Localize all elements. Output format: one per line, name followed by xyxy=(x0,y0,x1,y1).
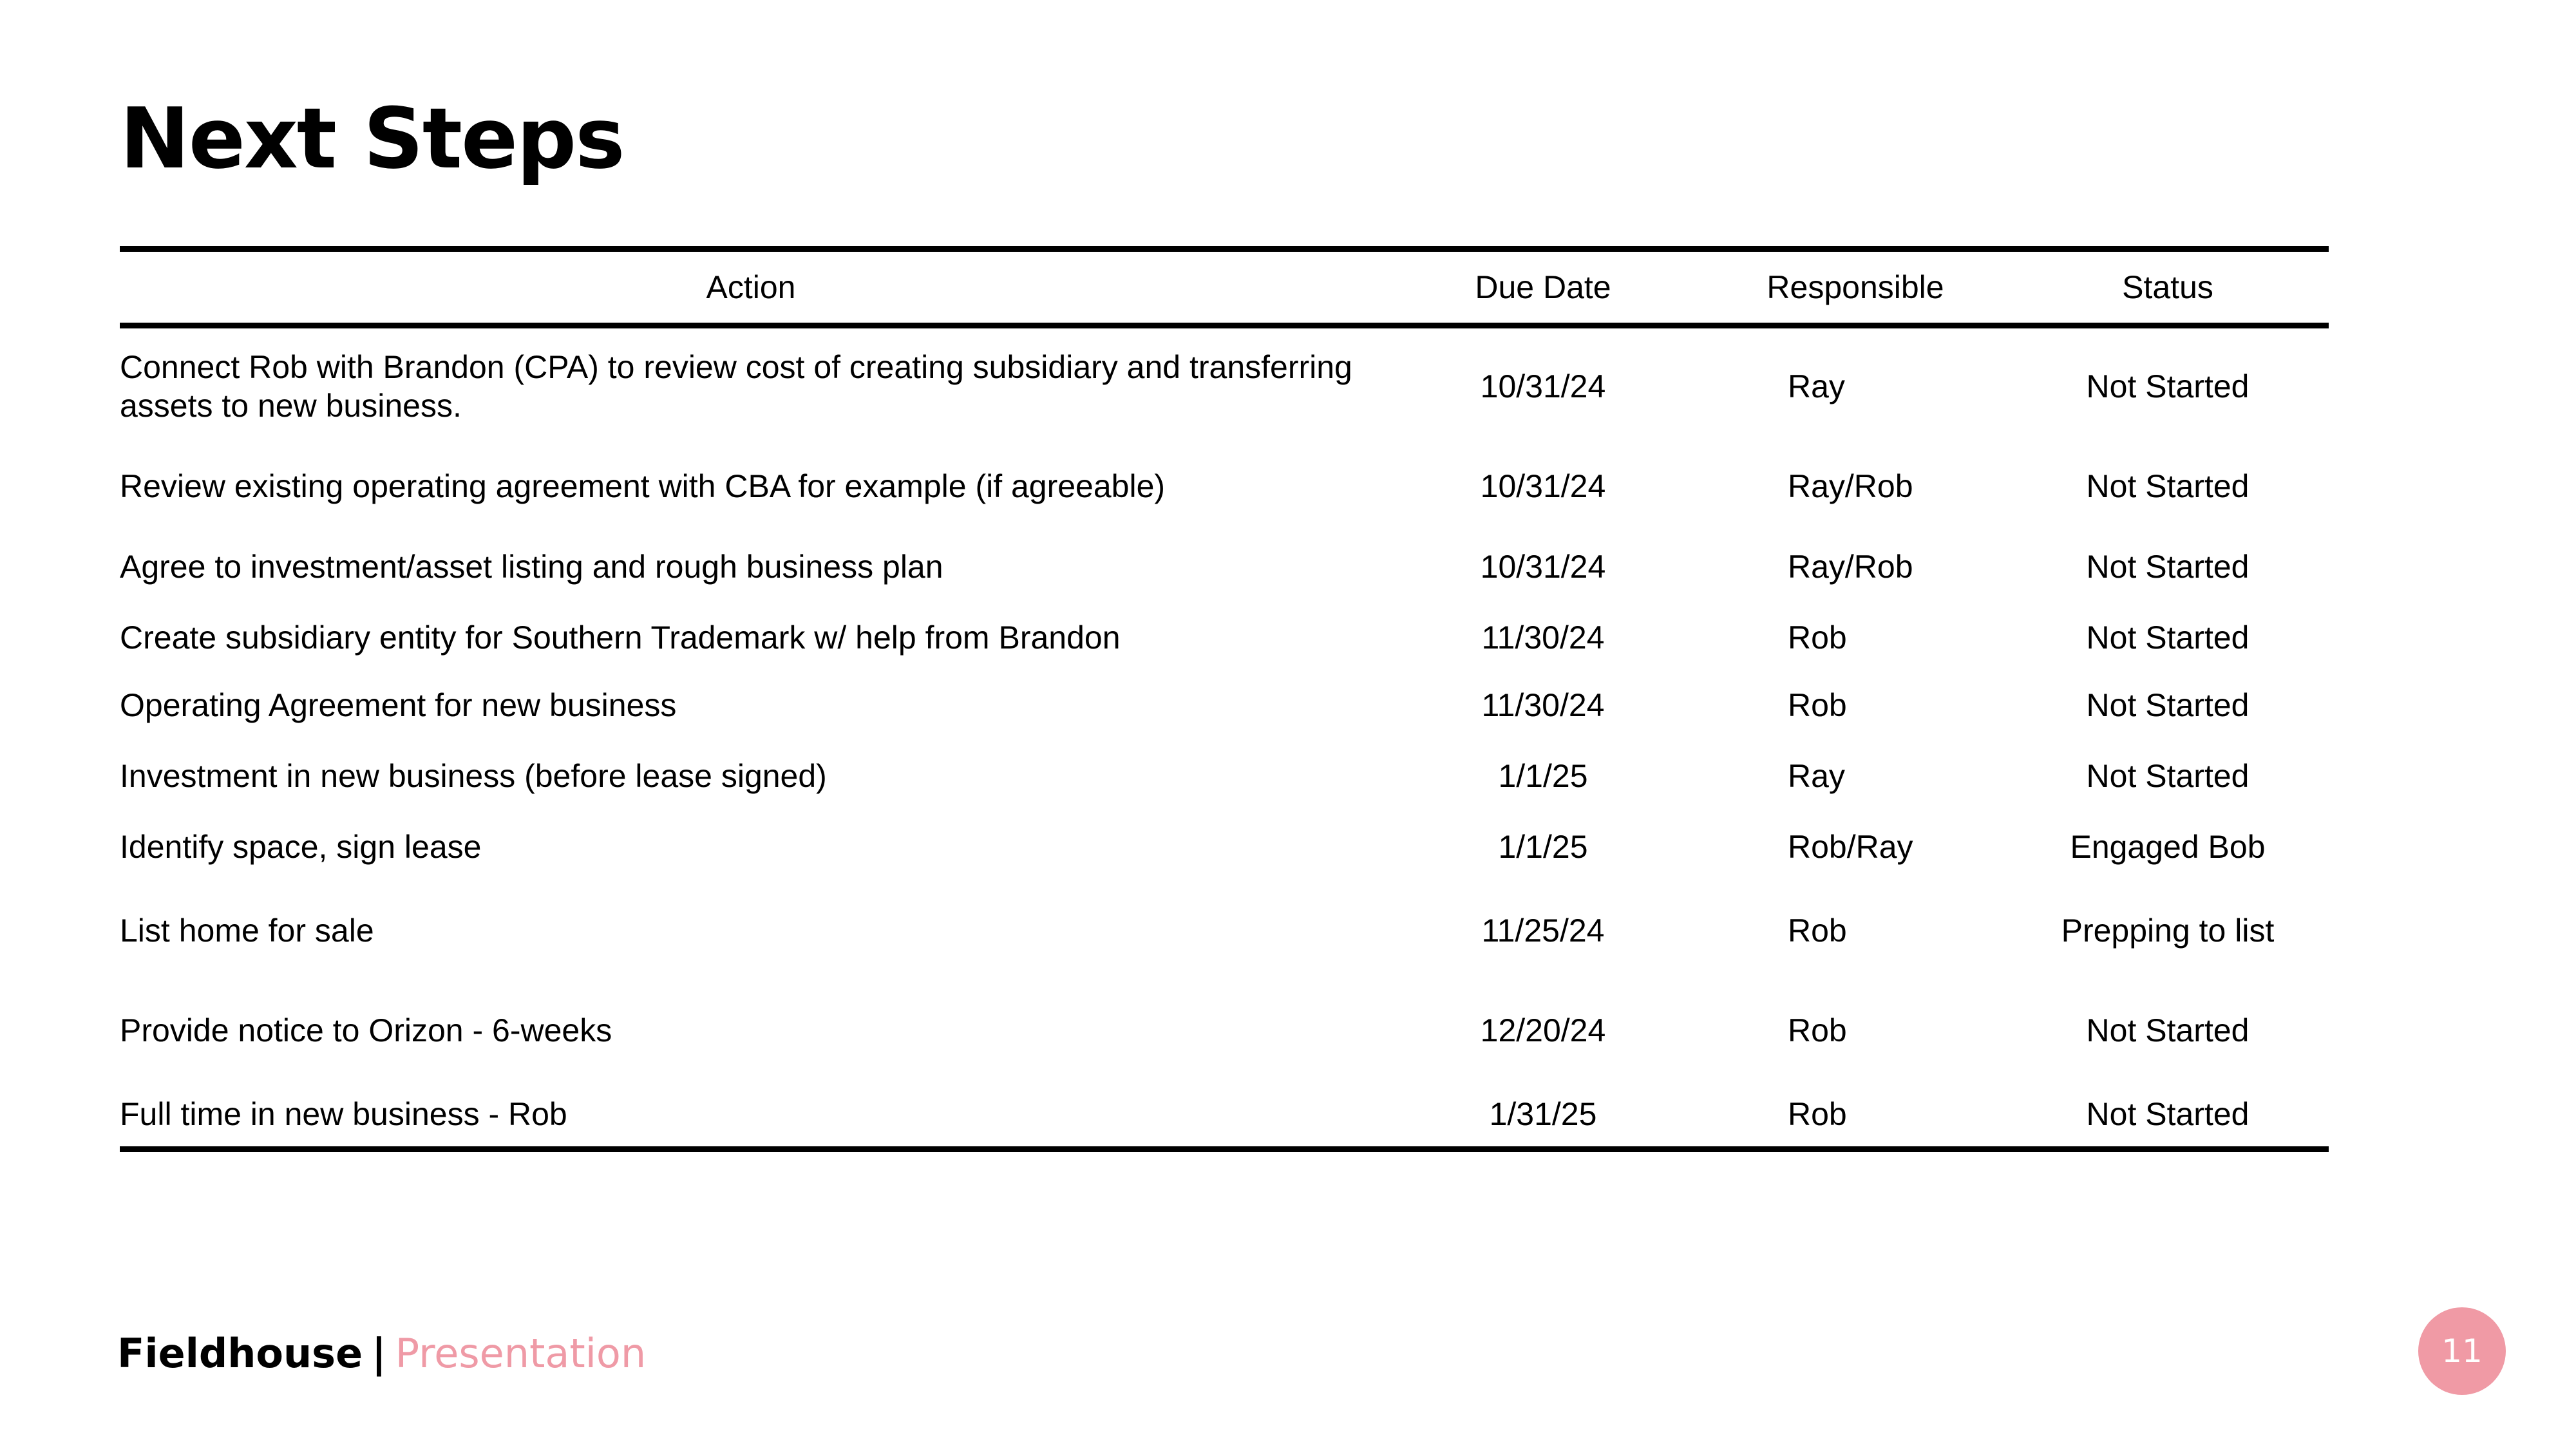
cell-action: Agree to investment/asset listing and rough business plan xyxy=(120,549,943,585)
table-row xyxy=(120,882,2329,979)
cell-status: Not Started xyxy=(2086,620,2249,656)
cell-status: Not Started xyxy=(2086,549,2249,585)
cell-due-date: 11/25/24 xyxy=(1481,913,1605,949)
cell-due-date: 10/31/24 xyxy=(1480,368,1606,404)
table-row xyxy=(120,605,2329,670)
footer-brand: Fieldhouse xyxy=(117,1330,363,1377)
cell-action: Provide notice to Orizon - 6-weeks xyxy=(120,1012,612,1048)
cell-due-date: 10/31/24 xyxy=(1480,468,1606,504)
cell-status: Engaged Bob xyxy=(2070,829,2266,865)
cell-status: Not Started xyxy=(2086,368,2249,404)
table-row xyxy=(120,979,2329,1082)
column-header-status: Status xyxy=(2122,269,2213,305)
cell-action: Identify space, sign lease xyxy=(120,829,482,865)
cell-status: Not Started xyxy=(2086,468,2249,504)
cell-responsible: Rob xyxy=(1788,1096,1847,1132)
cell-due-date: 10/31/24 xyxy=(1480,549,1606,585)
cell-responsible: Rob xyxy=(1788,687,1847,723)
page-number-badge xyxy=(2418,1307,2506,1395)
cell-action: List home for sale xyxy=(120,913,374,949)
cell-action: Connect Rob with Brandon (CPA) to review cost of creating subsidiary and transferring assets to new business. xyxy=(120,349,1352,424)
table-row xyxy=(120,741,2329,811)
table-row xyxy=(120,670,2329,741)
next-steps-table-container xyxy=(120,246,2329,1152)
table-row xyxy=(120,444,2329,528)
table-row xyxy=(120,528,2329,605)
cell-due-date: 12/20/24 xyxy=(1480,1012,1606,1048)
page-number: 11 xyxy=(2441,1332,2483,1370)
cell-status: Prepping to list xyxy=(2061,913,2275,949)
cell-status: Not Started xyxy=(2086,1096,2249,1132)
column-header-action: Action xyxy=(706,269,796,305)
cell-responsible: Rob/Ray xyxy=(1788,829,1913,865)
cell-due-date: 1/1/25 xyxy=(1498,829,1588,865)
cell-responsible: Ray/Rob xyxy=(1788,549,1913,585)
cell-status: Not Started xyxy=(2086,758,2249,794)
footer-separator: | xyxy=(372,1330,386,1377)
cell-status: Not Started xyxy=(2086,1012,2249,1048)
cell-due-date: 1/31/25 xyxy=(1489,1096,1597,1132)
footer-subtitle: Presentation xyxy=(395,1330,647,1377)
cell-responsible: Ray xyxy=(1788,758,1845,794)
cell-due-date: 11/30/24 xyxy=(1481,687,1605,723)
table-header-row xyxy=(120,249,2329,326)
cell-status: Not Started xyxy=(2086,687,2249,723)
cell-responsible: Rob xyxy=(1788,620,1847,656)
table-row xyxy=(120,811,2329,882)
page-title: Next Steps xyxy=(120,90,624,187)
cell-responsible: Rob xyxy=(1788,913,1847,949)
cell-responsible: Ray xyxy=(1788,368,1845,404)
table-row xyxy=(120,326,2329,445)
cell-action: Investment in new business (before lease signed) xyxy=(120,758,827,794)
cell-due-date: 1/1/25 xyxy=(1498,758,1588,794)
cell-action: Create subsidiary entity for Southern Trademark w/ help from Brandon xyxy=(120,620,1121,656)
cell-responsible: Rob xyxy=(1788,1012,1847,1048)
next-steps-table xyxy=(120,246,2329,1152)
cell-action: Full time in new business - Rob xyxy=(120,1096,567,1132)
table-row xyxy=(120,1082,2329,1150)
column-header-due-date: Due Date xyxy=(1475,269,1611,305)
footer xyxy=(117,1328,646,1379)
cell-action: Review existing operating agreement with CBA for example (if agreeable) xyxy=(120,468,1166,504)
column-header-responsible: Responsible xyxy=(1766,269,1944,305)
cell-action: Operating Agreement for new business xyxy=(120,687,677,723)
cell-responsible: Ray/Rob xyxy=(1788,468,1913,504)
cell-due-date: 11/30/24 xyxy=(1481,620,1605,656)
